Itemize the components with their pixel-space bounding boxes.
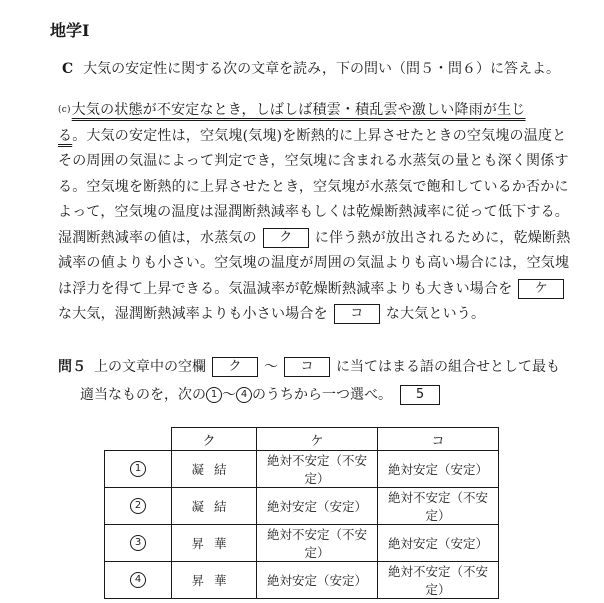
passage-line: [58, 98, 536, 124]
choice-table: [104, 427, 499, 599]
table-header-row: [105, 428, 499, 451]
underlined-sentence: 大気の状態が不安定なとき，しばしば積雲・積乱雲や激しい降雨が生じ: [71, 102, 526, 118]
passage-line: 減率の値よりも小さい。空気塊の温度が周囲の気温よりも高い場合には，空気塊: [58, 255, 570, 271]
passage-line: よって，空気塊の温度は湿潤断熱減率もしくは乾燥断熱減率に従って低下する。: [58, 204, 569, 220]
section-header: [62, 58, 560, 78]
blank-ko: コ: [334, 304, 380, 324]
cell-ke: 絶対不安定（不安定）: [257, 451, 378, 488]
blank-ko-ref: コ: [284, 357, 330, 377]
cell-ko: 絶対不安定（不安定）: [378, 488, 499, 525]
circled-number-icon: 4: [236, 387, 252, 403]
passage-line: る。空気塊を断熱的に上昇させたとき，空気塊が水蒸気で飽和しているか否かに: [58, 178, 569, 195]
cell-ku: 昇華: [172, 525, 257, 562]
table-header-ke: ケ: [257, 428, 378, 451]
table-row: [105, 488, 499, 525]
table-header-ku: ク: [172, 428, 257, 451]
table-header-ko: コ: [378, 428, 499, 451]
passage-line: その周囲の気温によって判定でき，空気塊に含まれる水蒸気の量とも深く関係す: [58, 153, 569, 169]
passage-line: は浮力を得て上昇できる。気温減率が乾燥断熱減率よりも大きい場合を ケ: [58, 277, 536, 303]
blank-ke: ケ: [518, 279, 564, 299]
choice-number-icon[interactable]: 1: [130, 461, 146, 477]
underline-mark: (c): [58, 105, 71, 115]
cell-ke: 絶対安定（安定）: [257, 562, 378, 599]
circled-number-icon: 1: [206, 387, 222, 403]
cell-ku: 凝結: [172, 488, 257, 525]
passage: [58, 98, 571, 328]
answer-number-box: 5: [400, 385, 440, 405]
question-5: 問５ 上の文章中の空欄 ク 〜 コ に当てはまる語の組合せとして最も 適当なものを，次の 1 〜 4 のうちから一つ選べ。 5: [58, 359, 560, 403]
cell-ke: 絶対不安定（不安定）: [257, 525, 378, 562]
cell-ko: 絶対安定（安定）: [378, 525, 499, 562]
question-number: 問５: [58, 359, 86, 375]
passage-line: 湿潤断熱減率の値は，水蒸気の ク に伴う熱が放出されるために，乾燥断熱: [58, 229, 571, 246]
subject-title: 地学Ⅰ: [50, 21, 90, 40]
table-row: [105, 562, 499, 599]
choice-number-icon[interactable]: 2: [130, 498, 146, 514]
choice-number-icon[interactable]: 3: [130, 535, 146, 551]
cell-ko: 絶対不安定（不安定）: [378, 562, 499, 599]
table-header-blank: [105, 428, 172, 451]
blank-ku: ク: [263, 228, 309, 248]
cell-ko: 絶対安定（安定）: [378, 451, 499, 488]
section-instruction: 大気の安定性に関する次の文章を読み，下の問い（問５・問６）に答えよ。: [83, 61, 560, 77]
cell-ku: 昇華: [172, 562, 257, 599]
passage-line: る。大気の安定性は，空気塊(気塊)を断熱的に上昇させたときの空気塊の温度と: [58, 127, 567, 144]
table-row: [105, 525, 499, 562]
underlined-sentence-end: る: [58, 127, 73, 144]
cell-ke: 絶対安定（安定）: [257, 488, 378, 525]
cell-ku: 凝結: [172, 451, 257, 488]
section-letter: C: [62, 61, 74, 77]
blank-ku-ref: ク: [212, 357, 258, 377]
table-row: [105, 451, 499, 488]
passage-line: な大気，湿潤断熱減率よりも小さい場合を コ な大気という。: [58, 306, 486, 322]
choice-number-icon[interactable]: 4: [130, 572, 146, 588]
